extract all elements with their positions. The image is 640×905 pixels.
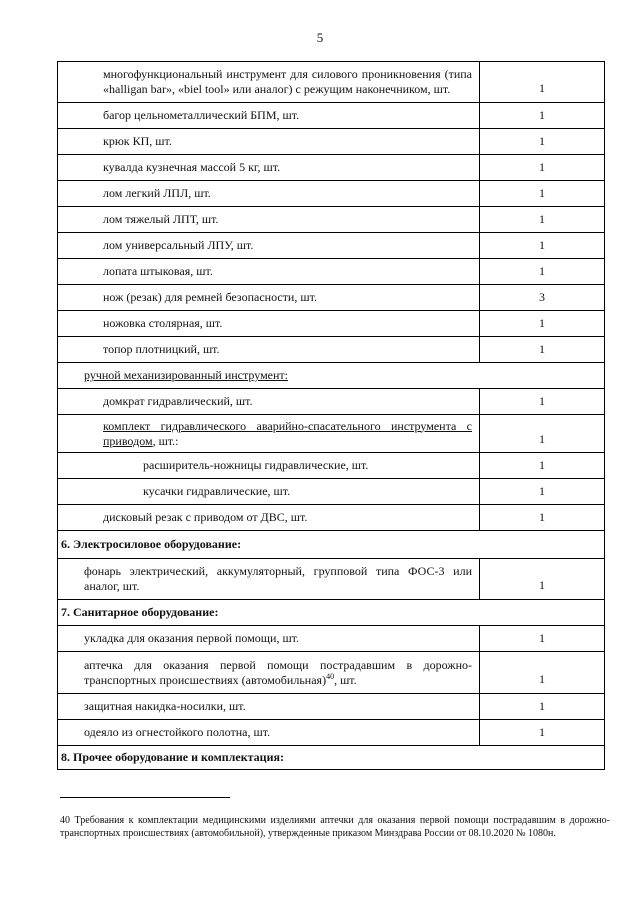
item-qty: 1 [480,479,605,505]
table-row [58,652,605,694]
item-qty: 1 [480,694,605,720]
table-row [58,233,605,259]
item-name: лом легкий ЛПЛ, шт. [58,181,480,207]
table-row [58,453,605,479]
page-number: 5 [316,30,324,45]
item-name: одеяло из огнестойкого полотна, шт. [58,720,480,746]
item-qty: 1 [480,389,605,415]
item-name: аптечка для оказания первой помощи пострадавшим в дорожно-транспортных происшествиях (автомобильная)$^{40}$, шт. [58,652,480,694]
table-row [58,746,605,770]
item-name: защитная накидка-носилки, шт. [58,694,480,720]
item-qty: 1 [480,207,605,233]
table-row [58,531,605,559]
item-qty: 1 [480,415,605,453]
item-name: топор плотницкий, шт. [58,337,480,363]
item-name: багор цельнометаллический БПМ, шт. [58,103,480,129]
table-row [58,415,605,453]
table-row [58,389,605,415]
item-qty: 1 [480,652,605,694]
item-qty: 1 [480,337,605,363]
table-row [58,720,605,746]
item-qty: 1 [480,453,605,479]
item-name: лопата штыковая, шт. [58,259,480,285]
table-row [58,559,605,600]
item-qty: 3 [480,285,605,311]
item-qty: 1 [480,720,605,746]
section-heading: ручной механизированный инструмент: [58,363,605,389]
item-name: укладка для оказания первой помощи, шт. [58,626,480,652]
item-qty: 1 [480,559,605,600]
table-row [58,626,605,652]
table-row [58,479,605,505]
item-qty: 1 [480,259,605,285]
table-row [58,505,605,531]
table-row [58,129,605,155]
item-qty: 1 [480,233,605,259]
item-qty: 1 [480,103,605,129]
table-row [58,259,605,285]
item-qty: 1 [480,311,605,337]
table-row [58,285,605,311]
item-qty: 1 [480,626,605,652]
item-name: кусачки гидравлические, шт. [58,479,480,505]
item-name: дисковый резак с приводом от ДВС, шт. [58,505,480,531]
table-row [58,363,605,389]
item-name: кувалда кузнечная массой 5 кг, шт. [58,155,480,181]
section-heading: 8. Прочее оборудование и комплектация: [58,746,605,770]
footnote: 40 Требования к комплектации медицинскими изделиями аптечки для оказания первой помощи пострадавшим в дорожно-транспортных происшествиях (автомобильной), утвержденные приказом Минздрава России от 08.10.2020 № 1080н. [60,815,610,839]
item-name: лом универсальный ЛПУ, шт. [58,233,480,259]
footnote-divider [60,797,230,798]
item-name: крюк КП, шт. [58,129,480,155]
equipment-table [57,61,605,770]
section-heading: 6. Электросиловое оборудование: [58,531,605,559]
table-row [58,337,605,363]
item-name: расширитель-ножницы гидравлические, шт. [58,453,480,479]
item-name: нож (резак) для ремней безопасности, шт. [58,285,480,311]
table-row [58,181,605,207]
item-name: комплект гидравлического аварийно-спасательного инструмента с приводом, шт.: [58,415,480,453]
item-qty: 1 [480,62,605,103]
item-qty: 1 [480,129,605,155]
item-name: лом тяжелый ЛПТ, шт. [58,207,480,233]
item-name: фонарь электрический, аккумуляторный, групповой типа ФОС-3 или аналог, шт. [58,559,480,600]
item-name: многофункциональный инструмент для силового проникновения (типа «halligan bar», «biel tool» или аналог) с режущим наконечником, шт. [58,62,480,103]
table-row [58,207,605,233]
item-qty: 1 [480,505,605,531]
item-name: домкрат гидравлический, шт. [58,389,480,415]
table-row [58,62,605,103]
item-name: ножовка столярная, шт. [58,311,480,337]
item-qty: 1 [480,181,605,207]
item-qty: 1 [480,155,605,181]
table-row [58,311,605,337]
section-heading: 7. Санитарное оборудование: [58,600,605,626]
table-row [58,103,605,129]
table-row [58,694,605,720]
table-row [58,600,605,626]
table-row [58,155,605,181]
